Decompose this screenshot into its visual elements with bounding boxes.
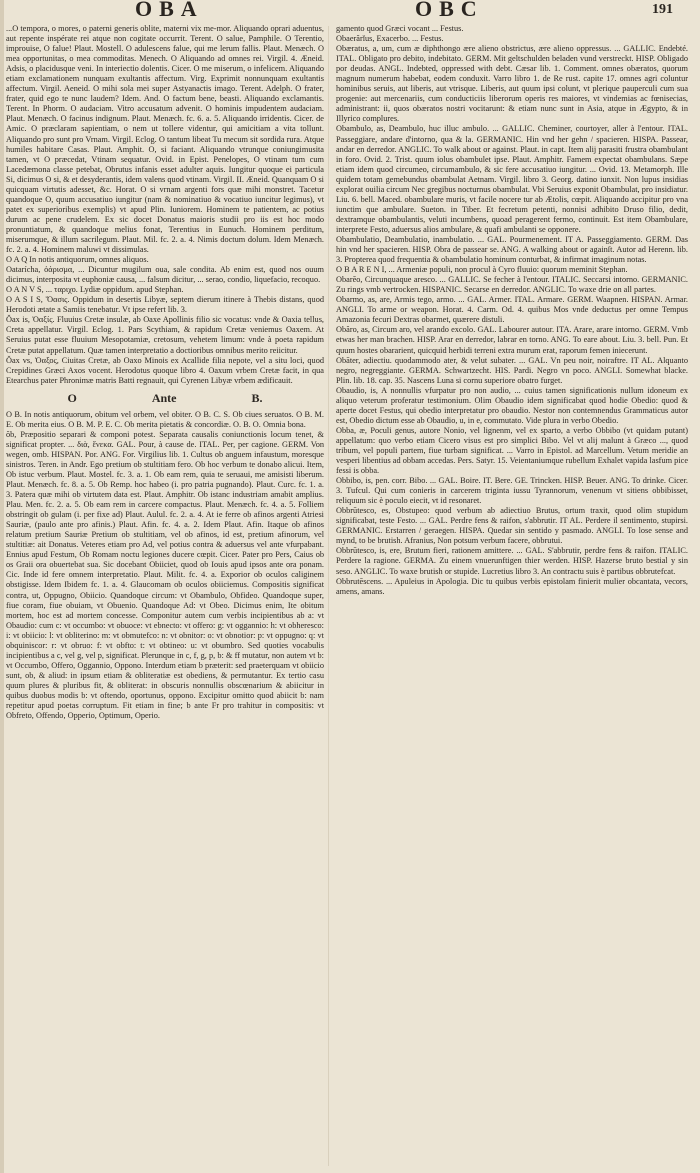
section-separator [6,388,324,408]
entry-paragraph: Obaudio, is, A nonnullis vfurpatur pro non audio, ... cuius tamen significationis nullum idoneum ex aliquo veterum proferatur testimonium. Olim Obaudio idem significabat quod hodie Obedio: quod & aperte docet Festus, qui obedio interpretatur pro obaudio. Nestor non contemnendus Grammaticus autor est, Obedio dictum esse ab Obaudio, u, in e, commutato. Vide plura in verbo Obedio. [336,385,688,425]
right-column [336,24,688,1168]
left-running-head: OBA [135,0,204,21]
page-binding-edge [0,0,4,1173]
entry-paragraph: Obba, æ, Poculi genus, autore Nonio, vel lignenm, vel ex sparto, a verbo Obbibo (vt quidam putant) appellatum: quo verbo etiam Cicero visus est pro simplici Bibo. Vel vt alij malunt à Græco ..., quod tribum, vel populi partem, fiue turbam significat. ... Varro in Epistol. ad Marcellum. Vetum meridie an vesperi libentius ad obbam accedas. Pers. Satyr. 15. Veientaniumque rubellum Exhalet vapida lasfum pice fessi is obba. [336,425,688,476]
entry-paragraph: Obăro, as, Circum aro, vel arando excolo. GAL. Labourer autour. ITA. Arare, arare intorno. GERM. Vmb etwas her man brachen. HISP. Arar en derredor, labrar en torno. ANG. To eare about. Liu. 3. bell. Pun. Et quum hostes obararient, quicquid herbidi terreni extra murum erat, raporum femen iniecerunt. [336,325,688,355]
column-gutter [328,26,329,1166]
entry-paragraph: Obambulatio, Deambulatio, inambulatio. ... GAL. Pourmenement. IT A. Passeggiamento. GERM. Das hin vnd her spacieren. HISP. Obra de passear se. ANG. A walking about or againſt. Autor ad Herenn. lib. 3. Propterea quod frequentia & obambulatio hominum conturbat, & infirmat imaginum notas. [336,234,688,265]
entry-paragraph: O A Q In notis antiquorum, omnes aliquos. [6,255,149,265]
separator-middle: Ante [151,390,177,405]
entry-paragraph: Oatarícha, ὀάρισμα, ... Dicuntur mugilum oua, sale condita. Ab enim est, quod nos ouum dicimus, interposita vt euphoniæ causa, ... falsum dicitur, ... serao, condio, liquefacio, recoquo. [6,265,324,285]
page-number: 191 [652,2,673,17]
entry-paragraph: Obambulo, as, Deambulo, huc illuc ambulo. ... GALLIC. Cheminer, courtoyer, aller à l'entour. ITAL. Passeggiare, andare d'intorno, qua & la. GERMANIC. Hin vnd her gehn / spacieren. HISPA. Passear, andar en derredor. ANGLIC. To walk about or against. Plaut. in capt. Item alij parasiti frustra obambulant in foro. Ovid. 2. Trist. quum iolus obambulet ipse. Plaut. Amphitr. Famem expectat obambulans. Sæpe etiam idem quod circumeo, circumambulo, & sic fere accusatiuo iungitur. ... Ovid. 13. Metamorph. Ille quidem totam gemebundus obambulat Aetnam. Virgil. libro 3. Georg. datino iunxit. Non lupus insidias explorat ouilia circum Nec gregibus nocturnus obambulat. Vbi Seruius exponit Obambulat, pro insidiatur. Liu. 6. bell. Maced. obambulare muris, vt facile nocere tur ab Ætolis, cœpit. Aliquando accipitur pro vna iunctim que ambulare. Sueton. in Tiber. Et fecretum petenti, nonnisi adhibito Druso filio, dedit, dextramque obambulantis, veluti incumbens, quoad peragerent fermo, continuit. Est item Obambulare, interprete Festo, aduersus alios ambulare, & quafi ambulanti se opponere. [336,124,688,234]
entry-paragraph: gamento quod Græci vocant ... Festus. [336,24,464,33]
left-column [6,24,324,1168]
entry-paragraph: Obarmo, as, are, Armis tego, armo. ... GAL. Armer. ITAL. Armare. GERM. Waapnen. HISPAN. Armar. ANGLI. To arme or weapon. Horat. 4. Carm. Od. 4. quibus Mos vnde deductus per omne Tempus Amazonia fecuri Dextras obarmet, quærere distuli. [336,295,688,325]
separator-left: O [67,390,77,405]
entry-paragraph: Ŏax is, Ὀαξίς. Fluuius Cretæ insulæ, ab Oaxe Apollinis filio sic vocatus: vnde & Oaxia tellus, Creta appellatur. Virgil. Eclog. 1. Pars Scythiam, & rapidum Cretæ veniemus Oaxem. At Seruius putat esse fluuium Mesopotamiæ, cretosum, vehetem limum: vnde à poeta rapidum Cretæ putat appellatum. Quæ tamen interpretatio a doctioribus omnibus merito reiicitur. [6,315,324,355]
entry-paragraph: Obbrutēscens. ... Apuleius in Apologia. Dic tu quibus verbis epistolam finierit mulier obcantata, vecors, amens, amans. [336,576,688,596]
separator-right: B. [251,390,263,405]
entry-paragraph: Obæratus, a, um, cum æ diphthongo ære alieno obstrictus, ære alieno oppressus. ... GALLIC. Endebté. ITAL. Obligato pro debito, indebitato. GERM. Mit geltschulden beladen vund verstreckt. HISP. Obligado por deudas. ANGL. Indebted, oppressed with debt. Cæsar lib. 1. Comment. omnes obæratos, quorum magnum numerum habebat, eodem conduxit. Varro libro 1. de Re rust. capite 17. omnes agri coluntur hominibus seruis, aut liberis, aut vtrisque. Liberis, aut quum ipsi colunt, vt plerique pauperculi cum sua progenie: aut mercenariis, cum conducticiis liberorum operis res maiores, vt vindemias ac fœnisecias, administrant: ii, quos obæratos nostri vocitarunt: & etiam nunc sunt in Asia, atque in Ægypto, & in Illyrico complures. [336,44,688,124]
page-header [0,0,700,24]
entry-paragraph: O A N V S, ... ταριχο. Lydiæ oppidum. apud Stephan. [6,285,184,295]
entry-paragraph: O B. In notis antiquorum, obitum vel orbem, vel obiter. O B. C. S. Ob ciues seruatos. O B. M. E. Ob merita eius. O B. M. P. E. C. Ob merita pietatis & concordiæ. O. B. O. Omnia bona. [6,409,324,429]
entry-paragraph: Obarĕo, Circunquaque aresco. ... GALLIC. Se fecher à l'entour. ITALIC. Seccarsi intorno. GERMANIC. Zu rings vmb vertrocken. HISPANIC. Secarse en derredor. ANGLIC. To waxe drie on all partes. [336,275,688,295]
entry-paragraph: Ŏax vs, Ὀαξος, Ciuitas Cretæ, ab Oaxo Minois ex Acallide filia nepote, vel a situ loci, quod Crepidines Græci Axos vocent. Herodotus quoque libro 4. Oaxum vrbem Cretæ facit, in qua Etearchus pater Phronimæ matris Batti regnauit, qui Cyrenen Libyæ vrbem ædificauit. [6,355,324,385]
entry-paragraph: Obbrūtesco, es, Obstupeo: quod verbum ab adiectiuo Brutus, ortum traxit, quod olim stupidum significabat, teste Festo. ... GAL. Perdre fens & raifon, s'abbrutir. IT AL. Perdere il sentimento, stupirsi. GERMANIC. Erstarren / geraegen. HISPA. Quedar sin sentido y pasmado. ANGLI. To lose sense and mynd, to be brutish. Afranius, Non potsum verbum facere, obbrutui. [336,506,688,546]
right-running-head: OBC [415,0,484,21]
entry-paragraph: Obbrūtesco, is, ere, Brutum fieri, rationem amittere. ... GAL. S'abbrutir, perdre fens & raifon. ITALIC. Perdere la ragione. GERMA. Zu einem vnuerunftigen thier werden. HISP. Hazerse bruto bestial y sin seso. ANGLIC. To waxe brutish or stupide. Lucretius libro 3. An contractu suis è partibus obbrutefcat. [336,546,688,576]
entry-paragraph: Obaerărĭus, Exacerbo. ... Festus. [336,34,444,44]
entry-paragraph: O B A R E N I, ... Armeniæ populi, non procul à Cyro fluuio: quorum meminit Stephan. [336,265,628,275]
entry-paragraph: Obbibo, is, pen. corr. Bibo. ... GAL. Boire. IT. Bere. GE. Trincken. HISP. Beuer. ANG. To drinke. Cicer. 3. Tufcul. Qui cum conieris in carcerem triginta iussu Tyrannorum, venenum vt sitiens obbibisset, reliquum sic è poculo eiecit, vt id resonaret. [336,476,688,506]
entry-paragraph: ŏb, Præpositio separari & componi potest. Separata causalis coniunctionis locum tenet, & significat propter. ... διὰ, ἕνεκα. GAL. Pour, à cause de. ITAL. Per, per cagione. GERM. Von wegen, omb. HISPAN. Por. ANG. For. Virgilius lib. 1. Cultus ob anguem infaustum, moresque sinistros. Teren. in Andr. Ego pretium ob stultitiam fero. Ob hoc verbum te donabo alicui. Item, Ob istuc verbum. Plaut. Mostel. fc. 3. a. 1. Ob eam rem, quia te seruaui, me amisisti liberum. Plaut. Menæch. fc. 8. a. 5. Ob Remp. hoc habeo (i. pro patria pugnando). Plaut. Curc. fc. 1. a. 3. Patera quæ mihi ob virtutem data est. Plaut. Amphitr. Ob istanc industriam amabit amplius. Plau. Men. fc. 2. a. 5. Ob eam rem in carcere compactus. Plaut. Menæch. fc. 4. a. 5. Folliem obstringit ob gulam (i. per fixe ad) Plaut. Aulul. fc. 2. a. 4. At ie ferre ob afinos argenti Atriesi Sauriæ, (paulo ante pro afinis.) Plaut. Afin. fc. 4. a. 2. Idem Plaut. Afin. Itaque ob afinos relatum pretium Sauriæ Pretium ob stultitiam, vel ob afinos, id est, pretium afinorum, vel stultitiæ: ait Donatus. Veteres etiam pro Ad, vel potius contra & aduersus vel ante vfurpabant. Ennius apud Festum, Ob Romam noctu legiones ducere cœpit. Cicer. Pater pro Pers, Caius ob os Graii ora obuertebat sua. Sic docebant Obiiciet, quod ob Iouis apud ipsos ante ora ponam. Cic. Inde id fere omnem interpretatio. Plaut. Milit. fc. 4. a. Exporior ob oculos caliginem obstigisse. Idem Ibidem fc. 1. a. 4. Glaucomam ob oculos obiiciemus. Compositis significat contra, ut, Oppugno, Obiicio. Quandoque circum: vt Obambulo, Obfideo. Quandoque super, fiue coram, fiue obuiam, vt Obuenio. Quandoque Ad: vt Obeo. Dicimus enim, Ite obitum mortem, hoc est ad mortem concesse. Componitur autem cum verbis incipientibus ab a: vt Obaudio: cum c: vt occumbo: vt obuoce: vt ebnecto: vt offero: g: vt oggannio: h: vt obheresco: i: vt obiicio: l: vt obliterino: m: vt obmutefco: n: vt obnitor: o: vt obnotior: p: vt oppugno: q: vt obquiniscor: r: vt obruo: f: vt obfto: t: vt obtineo: u: vt obumbro. Sed quoties vocabulis incipientibus a c, vel g, vel p, significat. Plerunque in c, f, g, p, b: & ff mutatur, non autem vt b: vt Occumbo, Offero, Oggannio, Oppono. Interdum etiam b præterit: sed praeterquam vt obiicio sunt, ob, & aliud: in ipsum etiam & obliteratiæ est obediens, & permutantur. Ex tertio casu quum plures & pluribus fit, & obliterat: in obscuris nonnullis obscœnarium & abiicitur in quibus duobus modis b: vt oftendo, oportunus, oppono. Excipitur omitto quod abiicit b: nam repetitur apud poetas corruptum. Fit etiam in fine; b ante Fr pro trahitur in compositis: vt Obfreto, Offendo, Opperio, Optimum, Operio. [6,429,324,721]
entry-paragraph: O A S I S, Ὄασις. Oppidum in desertis Libyæ, septem dierum itinere à Thebis distans, quod Herodoti ætate a Samiis tenebatur. Vt ipse refert lib. 3. [6,295,324,315]
entry-paragraph: ...O tempora, o mores, o paterni generis oblite, materni vix me-mor. Aliquando oprari aduentus, aut repente inspérate rei atque non cogitate occurrit. Terent. O salue, Pamphile. O Terentio, improuise, O falue! Plaut. Mostell. O adulescens falue, qui me lerum fallis. Plaut. Menæch. O mea opportunitas, o mea commoditas. Menech. O Aliquando ad omnes rei. Virgil. 4. Æneid. Adsis, o placidusque veni. In interiectio dolentis. Cicer. O me miserum, o infelicem. Aliquando etiam exclamationem nunquam exultantis affectum. Virg. Exprimit nonnunquam exultantis affectum. Virgil. Aeneid. O mihi sola mei super Astyanactis imago. Terent. Adelph. O frater, frater, quid ego te nunc laudem? Idem. And. O factum bene, beasti. Aliquando exclamantis. Terent. In Phorm. O audaciam. Vitro accusatum advenit. O hominis impudentem audaciam. Plaut. Menæch. O facinus indignum. Plaut. Menæch. fc. 6. a. 5. Aliquando irridentis. Cicer. de Amic. O præclaram sapientiam, o nem ut tollere videntur, qui amicitiam a vita tollunt. Aliquando pro sunt pro Vrnam. Virgil. Eclog. O tantum libeat Tu mecum sit sordida rura. Atque humiles habitare Casas. Plaut. Amphit. O, si faciant. Aliquando vtrunque coniungimusita tamen, vt O præcedat, Vtinam sequatur. Ovid. in Epist. Penelopes, O vtinam tum cum Lacedæmona classe petebat, Obrutus infanis esset adulter aquis. Iungitur quoque ei particula Si, dicimus O si, & et desyderantis, idem valens quod vtinam. Virgil. II. Æneid. Quanquam O si quicquam virtutis adesset, &c. Horat. O si vrnam argenti fors quæ mihi monstret. Tacetur quandoque O, quum accusatiuo iungitur (nam & nominatiuo & vocatiuo iuncitur legimus), vt patet ex superioribus exemplis) vt apud Plin. Iuniorem. Hominem te patientem, ac potius durum ac pene crudelem. Ex sic docet Donatus maioris studii pro iis est hoc modo pronuntiatum, & quandoque melius fonat, Terentius in Eunuch. Hominem perditum, miserumque, & illum sacrilegum. Plaut. Mil. fc. 2. a. 4. Nimis doctum dolum. Idem Menæch. fc. 2. a. 4. Hominem maluwi vt dissimulas. [6,24,324,255]
entry-paragraph: Obāter, adiectiu. quodammodo ater, & velut subater. ... GAL. Vn peu noir, noiraftre. IT AL. Alquanto negro, negreggiante. GERMA. Schwartzecht. HIS. Pardi. Negro vn poco. ANGLI. Somewhat blacke. Plin. lib. 18. cap. 35. Nascens Luna si cornu superiore obatro furget. [336,355,688,385]
